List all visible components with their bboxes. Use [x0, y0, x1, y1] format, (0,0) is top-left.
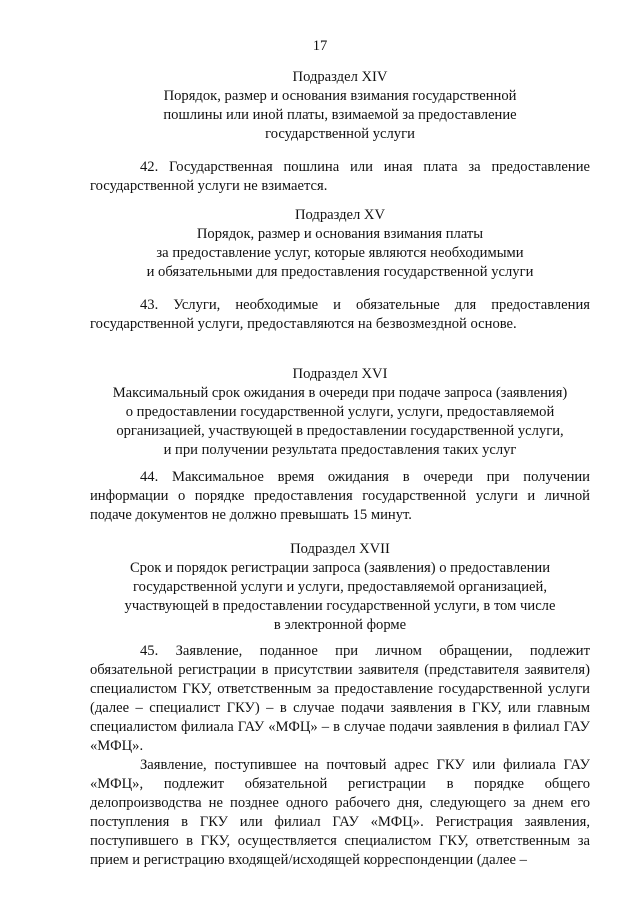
section-title-line: Порядок, размер и основания взимания платы: [196, 226, 484, 242]
section-xvii: [90, 540, 590, 635]
section-xvi: [90, 365, 590, 460]
page-number: 17: [312, 38, 328, 54]
paragraph-45: 45. Заявление, поданное при личном обращении, подлежит обязательной регистрации в присутствии заявителя (представителя заявителя) специалистом ГКУ, ответственным за предоставление государственной услуги (далее – специалист ГКУ) – в случае подачи заявления в ГКУ, или главным специалистом филиала ГАУ «МФЦ» – в случае подачи заявления в филиал ГАУ «МФЦ».: [90, 643, 590, 754]
paragraph-43: 43. Услуги, необходимые и обязательные для предоставления государственной услуги, предоставляются на безвозмездной основе.: [90, 297, 590, 332]
section-heading-block: [90, 365, 590, 460]
section-title-line: Порядок, размер и основания взимания государственной: [163, 88, 517, 104]
section-title-line: Максимальный срок ожидания в очереди при подаче запроса (заявления): [112, 385, 568, 401]
section-title-line: организацией, участвующей в предоставлении государственной услуги,: [116, 423, 564, 439]
section-title-line: за предоставление услуг, которые являются необходимыми: [156, 245, 524, 261]
section-title-line: государственной услуги: [265, 126, 415, 142]
section-title-line: участвующей в предоставлении государственной услуги, в том числе: [124, 598, 556, 614]
section-heading-block: [90, 68, 590, 144]
section-heading-block: [90, 540, 590, 635]
section-title-line: государственной услуги и услуги, предоставляемой организацией,: [133, 579, 547, 595]
paragraph-44: 44. Максимальное время ожидания в очереди при получении информации о порядке предоставления государственной услуги и личной подаче документов не должно превышать 15 минут.: [90, 469, 590, 523]
section-xv: [90, 206, 590, 282]
section-title-line: и при получении результата предоставления таких услуг: [163, 442, 517, 458]
section-heading: Подраздел XIV: [292, 69, 388, 85]
section-heading: Подраздел XVII: [290, 541, 390, 557]
section-heading-block: [90, 206, 590, 282]
section-heading: Подраздел XV: [294, 207, 386, 223]
section-title-line: и обязательными для предоставления государственной услуги: [146, 264, 534, 280]
paragraph-45-continued: Заявление, поступившее на почтовый адрес ГКУ или филиала ГАУ «МФЦ», подлежит обязательной регистрации в порядке общего делопроизводства не позднее одного рабочего дня, следующего за днем его поступления в ГКУ или филиал ГАУ «МФЦ». Регистрация заявления, поступившего в ГКУ, осуществляется специалистом ГКУ, ответственным за прием и регистрацию входящей/исходящей корреспонденции (далее –: [90, 757, 590, 868]
section-xvi-body: [90, 468, 590, 525]
section-title-line: Срок и порядок регистрации запроса (заявления) о предоставлении: [129, 560, 551, 576]
paragraph-42: 42. Государственная пошлина или иная плата за предоставление государственной услуги не взимается.: [90, 159, 590, 194]
section-title-line: в электронной форме: [273, 617, 407, 633]
section-xvii-body: [90, 642, 590, 870]
section-heading: Подраздел XVI: [292, 366, 388, 382]
section-xiv-body: [90, 158, 590, 196]
section-title-line: о предоставлении государственной услуги, услуги, предоставляемой: [125, 404, 555, 420]
section-xiv: [90, 68, 590, 144]
section-xv-body: [90, 296, 590, 334]
section-title-line: пошлины или иной платы, взимаемой за предоставление: [163, 107, 517, 123]
